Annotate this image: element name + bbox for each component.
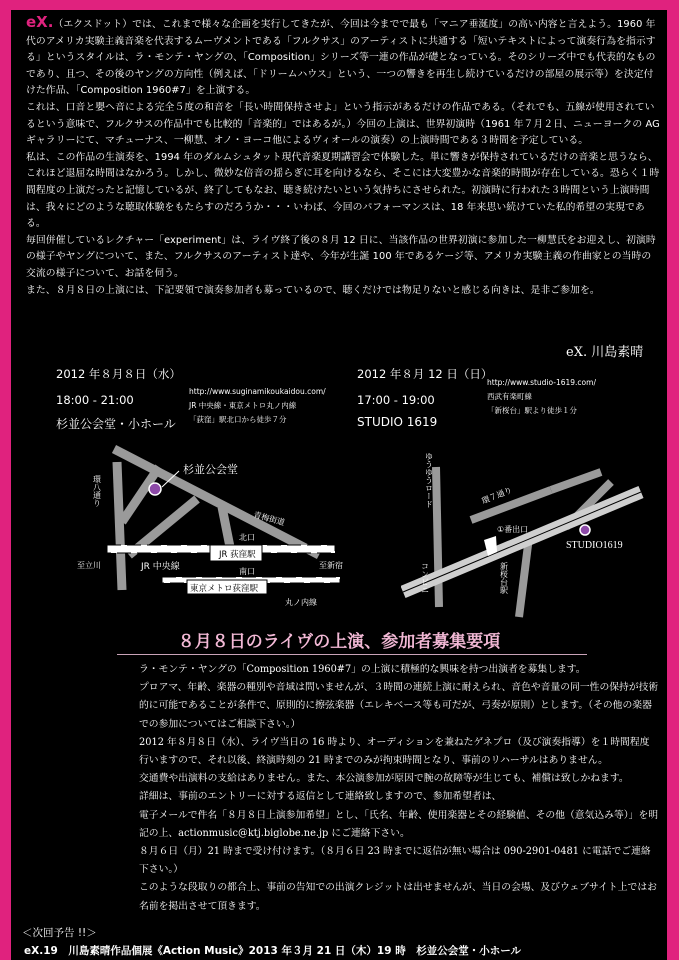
next-event-text: eX.19 川島素晴作品個展《Action Music》2013 年３月 21 日（木）19 時 杉並公会堂・小ホール (24, 945, 521, 957)
venue-1-time: 18:00 - 21:00 (56, 393, 134, 407)
venue-2-line: 西武有楽町線 (487, 392, 532, 401)
venue-2-url: http://www.studio-1619.com/ (487, 378, 596, 387)
map-ogikubo (67, 437, 357, 622)
venue-1-url: http://www.suginamikoukaidou.com/ (189, 387, 326, 396)
recruit-text (139, 661, 659, 916)
map-label-oume: 青梅街道 (252, 510, 286, 528)
map-label-jr-station: JR 荻窪駅 (219, 550, 256, 560)
venue-2-time: 17:00 - 19:00 (357, 393, 435, 407)
map-shinsakuradai (401, 432, 651, 622)
map-label-kanpachi: 環八通り (92, 475, 102, 507)
recruit-paragraph-4: 交通費や出演料の支給はありません。また、本公演参加が原因で腕の故障等が生じても、補償は致しかねます。 (139, 773, 629, 785)
recruit-paragraph-6: 電子メールで件名「８月８日上演参加希望」とし、「氏名、年齢、使用楽器とその経験値、その他（意気込み等）」を明記の上、actionmusic@ktj.biglobe.ne.jp にご連絡下さい。 (139, 809, 659, 839)
recruit-paragraph-5: 詳細は、事前のエントリーに対する返信として連絡致しますので、参加希望者は、 (139, 791, 502, 803)
map-label-marunouchi: 丸ノ内線 (285, 598, 317, 607)
venue-2-name: STUDIO 1619 (357, 415, 438, 429)
venue-1-name: 杉並公会堂・小ホール (56, 417, 176, 431)
map-venue-dot (149, 483, 161, 495)
recruit-title-underline (117, 654, 587, 655)
map-label-north-exit: 北口 (239, 533, 255, 542)
venue-1-line: JR 中央線・東京メトロ丸ノ内線 (189, 401, 297, 410)
signature: eX. 川島素晴 (566, 345, 644, 360)
venue-1-date: 2012 年８月８日（水） (56, 367, 181, 381)
map2-label-kan7: 環７通り (480, 485, 514, 506)
map2-label-yuyu: ゆうゆうロード (424, 452, 434, 508)
venue-1 (56, 366, 181, 382)
recruit-paragraph-7: ８月６日（月）21 時まで受け付けます。（８月６日 23 時までに返信が無い場合は 090-2901-0481 に電話でご連絡下さい。） (139, 846, 651, 876)
intro-paragraph-3: 私は、この作品の生演奏を、1994 年のダルムシュタット現代音楽夏期講習会で体験した。単に響きが保持されているだけの音楽と思うなら、これほど退屈な時間はなかろう。しかし、微妙な倍音の揺らぎに耳を向けるなら、そこには大変豊かな音楽的時間が存在している。恐らく１時間程度の上演だったと記憶しているが、終了してもなお、聴き続けたいという気持ちにさせられた。初演時に行われた３時間という上演時間は、我々にどのような聴取体験をもたらすのだろうか・・・いわば、今回のパフォーマンスは、18 年来思い続けていた私的希望の実現である。 (26, 151, 660, 230)
recruit-title: ８月８日のライヴの上演、参加者募集要項 (177, 632, 501, 652)
map2-label-station: 新桜台駅 (499, 562, 509, 594)
map2-label-venue: STUDIO1619 (566, 540, 623, 551)
recruit-paragraph-1: ラ・モンテ・ヤングの「Composition 1960#7」の上演に積極的な興味を持つ出演者を募集します。 (139, 664, 586, 675)
recruit-paragraph-8: このような段取りの都合上、事前の告知での出演クレジットは出せませんが、当日の会場、及びウェブサイト上ではお名前を掲出させて頂きます。 (139, 882, 657, 912)
map2-label-convenience: コンビニ (420, 562, 430, 594)
map-label-south-exit: 南口 (239, 567, 255, 576)
map2-venue-dot (580, 525, 590, 535)
recruit-paragraph-2: プロアマ、年齢、楽器の種別や音域は問いませんが、３時間の連続上演に耐えられ、音色や音量の同一性の保持が技術的に可能であることが条件で、原則的に擦弦楽器（エレキベース等も可だが、弓奏が原則）とします。（その他の楽器での参加についてはご相談下さい。） (139, 682, 659, 730)
venue-2-access: 「新桜台」駅より徒歩１分 (487, 406, 577, 415)
intro-paragraph-4: 毎回併催しているレクチャー「experiment」は、ライヴ終了後の８月 12 日に、当該作品の世界初演に参加した一柳慧氏をお迎えし、初演時の様子やヤングについて、また、フルクサスのアーティスト達や、今年が生誕 100 年であるケージ等、アメリカ実験主義の作曲家との当時の交流の様子について、お話を伺う。 (26, 234, 656, 279)
map2-road-2 (551, 472, 601, 490)
recruit-paragraph-3: 2012 年８月８日（水）、ライヴ当日の 16 時より、オーディションを兼ねたゲネプロ（及び演奏指導）を１時間程度行いますので、それ以後、終演時刻の 21 時までのみが拘束時間となり、事前のリハーサルはありません。 (139, 736, 650, 767)
flyer-sheet (11, 10, 667, 960)
venue-1-access: 「荻窪」駅北口から徒歩７分 (189, 415, 287, 424)
map-label-venue: 杉並公会堂 (183, 463, 238, 476)
venue-2-date: 2012 年８月 12 日（日） (357, 367, 493, 381)
intro-paragraph-1: eX.（エクスドット）では、これまで様々な企画を実行してきたが、今回は今までで最も「マニア垂涎度」の高い内容と言えよう。1960 年代のアメリカ実験主義音楽を代表するムーヴメントである「フルクサス」のアーティストに共通する「短いテキストによって演奏行為を指示する」というスタイルは、ラ・モンテ・ヤングの、「Composition」シリーズ等一連の作品が礎となっている。そのシリーズ中でも代表的なものであり、且つ、その後のヤングの方向性（例えば、「ドリームハウス」という、一つの響きを再生し続けているだけの部屋の展示等）を決定付けた作品、「Composition 1960#7」を上演する。 (26, 13, 656, 97)
map-label-shinjuku: 至新宿 (319, 561, 343, 570)
map2-road-yuyu (436, 467, 439, 607)
ex-logo: eX. (26, 13, 54, 31)
map-label-metro-station: 東京メトロ荻窪駅 (190, 584, 259, 594)
intro-text (26, 14, 660, 299)
venue-2 (357, 366, 492, 382)
map2-label-exit: ①番出口 (497, 525, 529, 534)
map-label-jr-line: JR 中央線 (141, 562, 180, 572)
map-road-kanpachi (117, 462, 122, 590)
intro-paragraph-5: また、８月８日の上演には、下記要領で演奏参加者も募っているので、聴くだけでは物足りないと感じる向きは、是非ご参加を。 (26, 284, 600, 296)
intro-paragraph-2: これは、口音と嬰ヘ音による完全５度の和音を「長い時間保持させよ」という指示があるだけの作品である。（それでも、五線が使用されているという意味で、フルクサスの作品中でも比較的「音楽的」ではあるが。）今回の上演は、世界初演時（1961 年７月２日、ニューヨークの AG ギャラリーにて、マチューナス、一柳慧、オノ・ヨーコ他によるヴィオールの演奏）の上演時間である３時間を予定している。 (26, 101, 660, 147)
map-label-tachikawa: 至立川 (77, 561, 101, 570)
next-event-label: ＜次回予告 !!＞ (22, 927, 97, 939)
